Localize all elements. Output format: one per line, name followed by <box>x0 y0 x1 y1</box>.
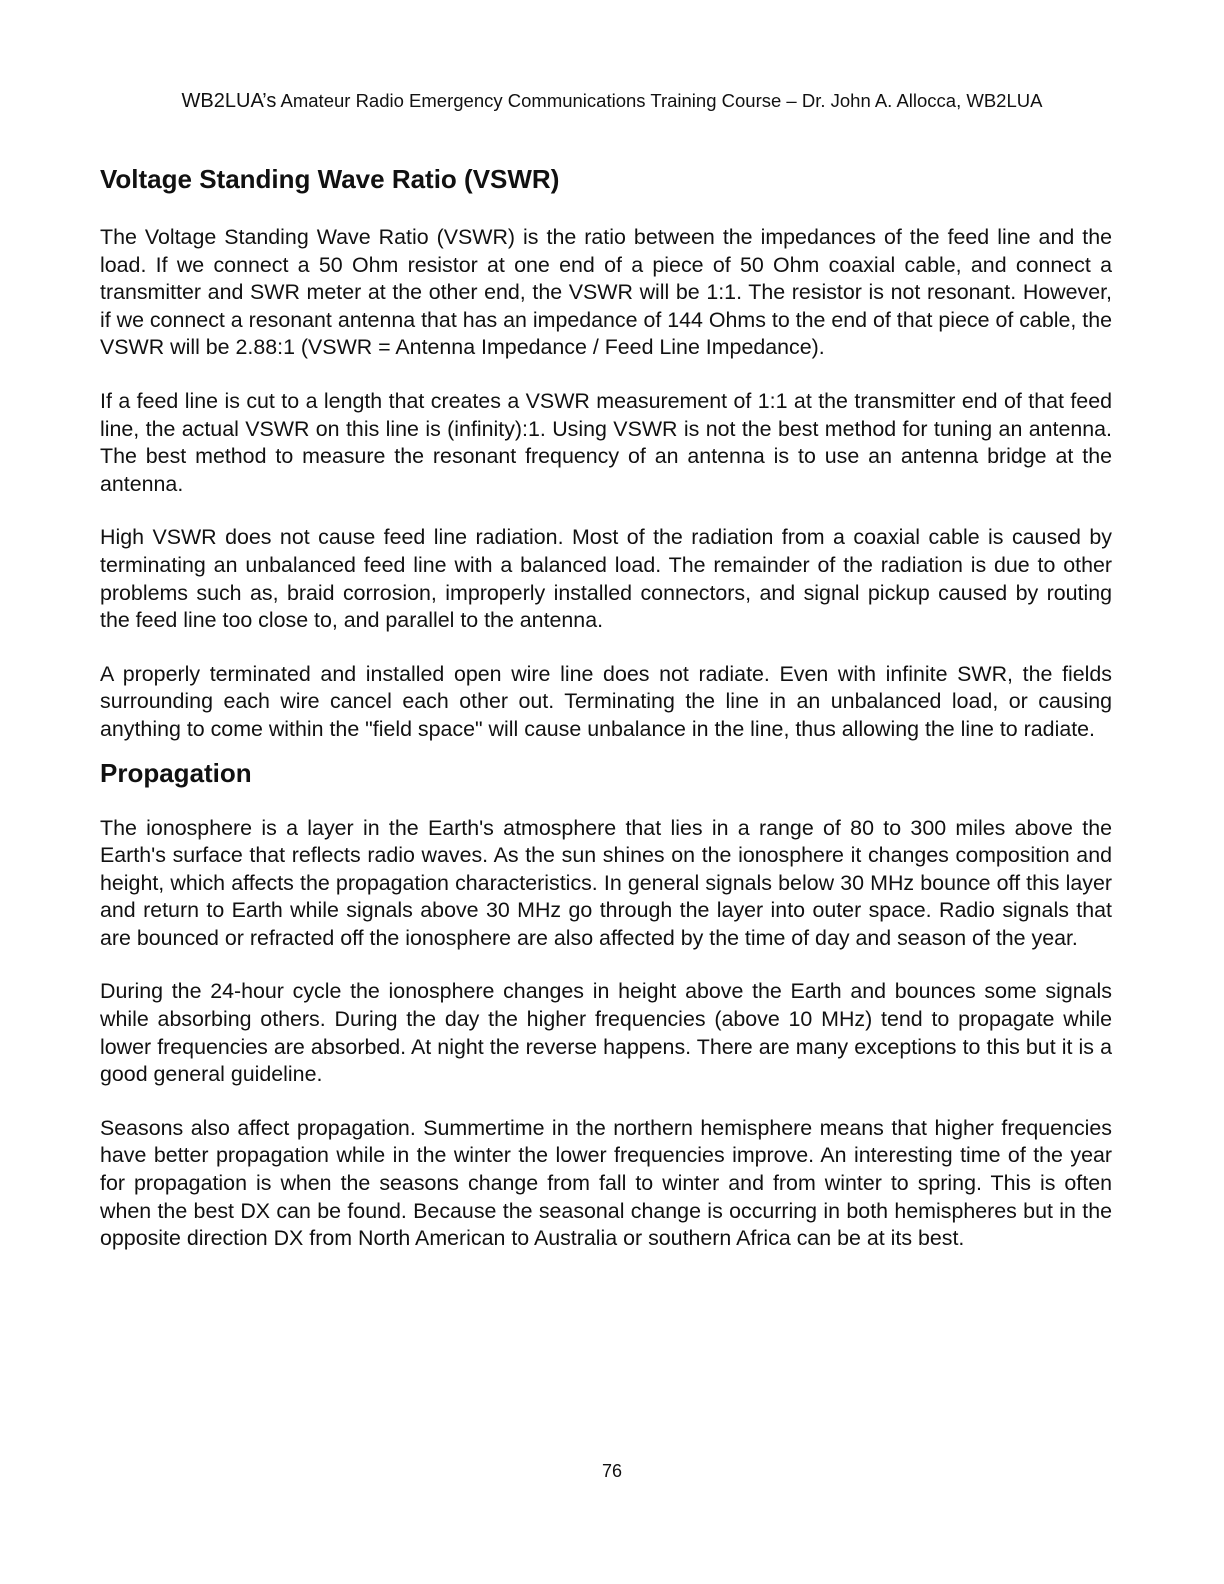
paragraph-propagation-ionosphere: The ionosphere is a layer in the Earth's atmosphere that lies in a range of 80 to 300 miles above the Earth's surface that reflects radio waves. As the sun shines on the ionosphere it changes composition and height, which affects the propagation characteristics. In general signals below 30 MHz bounce off this layer and return to Earth while signals above 30 MHz go through the layer into outer space. Radio signals that are bounced or refracted off the ionosphere are also affected by the time of day and season of the year. <box>100 815 1112 950</box>
paragraph-vswr-feed-line-length: If a feed line is cut to a length that creates a VSWR measurement of 1:1 at the transmitter end of that feed line, the actual VSWR on this line is (infinity):1. Using VSWR is not the best method for tuning an antenna. The best method to measure the resonant frequency of an antenna is to use an antenna bridge at the antenna. <box>100 388 1112 496</box>
running-header-course-title: Amateur Radio Emergency Communications Training Course – Dr. John A. Allocca, WB2LUA <box>280 90 1043 111</box>
paragraph-propagation-daily-cycle: During the 24-hour cycle the ionosphere changes in height above the Earth and bounces some signals while absorbing others. During the day the higher frequencies (above 10 MHz) tend to propagate while lower frequencies are absorbed. At night the reverse happens. There are many exceptions to this but it is a good general guideline. <box>100 979 1112 1087</box>
running-header-callsign: WB2LUA’s <box>181 90 277 112</box>
paragraph-vswr-definition: The Voltage Standing Wave Ratio (VSWR) is the ratio between the impedances of the feed line and the load. If we connect a 50 Ohm resistor at one end of a piece of 50 Ohm coaxial cable, and connect a transmitter and SWR meter at the other end, the VSWR will be 1:1. The resistor is not resonant. However, if we connect a resonant antenna that has an impedance of 144 Ohms to the end of that piece of cable, the VSWR will be 2.88:1 (VSWR = Antenna Impedance / Feed Line Impedance). <box>100 225 1112 360</box>
running-header <box>0 88 1224 114</box>
section-heading-propagation: Propagation <box>100 757 252 788</box>
page-body <box>100 160 1112 1253</box>
paragraph-vswr-open-wire: A properly terminated and installed open wire line does not radiate. Even with infinite SWR, the fields surrounding each wire cancel each other out. Terminating the line in an unbalanced load, or causing anything to come within the "field space" will cause unbalance in the line, thus allowing the line to radiate. <box>100 661 1112 741</box>
paragraph-propagation-seasons: Seasons also affect propagation. Summertime in the northern hemisphere means that higher frequencies have better propagation while in the winter the lower frequencies improve. An interesting time of the year for propagation is when the seasons change from fall to winter and from winter to spring. This is often when the best DX can be found. Because the seasonal change is occurring in both hemispheres but in the opposite direction DX from North American to Australia or southern Africa can be at its best. <box>100 1115 1112 1251</box>
page-number: 76 <box>601 1461 623 1481</box>
section-heading-vswr: Voltage Standing Wave Ratio (VSWR) <box>100 164 560 194</box>
paragraph-vswr-radiation: High VSWR does not cause feed line radiation. Most of the radiation from a coaxial cable is caused by terminating an unbalanced feed line with a balanced load. The remainder of the radiation is due to other problems such as, braid corrosion, improperly installed connectors, and signal pickup caused by routing the feed line too close to, and parallel to the antenna. <box>100 525 1112 633</box>
